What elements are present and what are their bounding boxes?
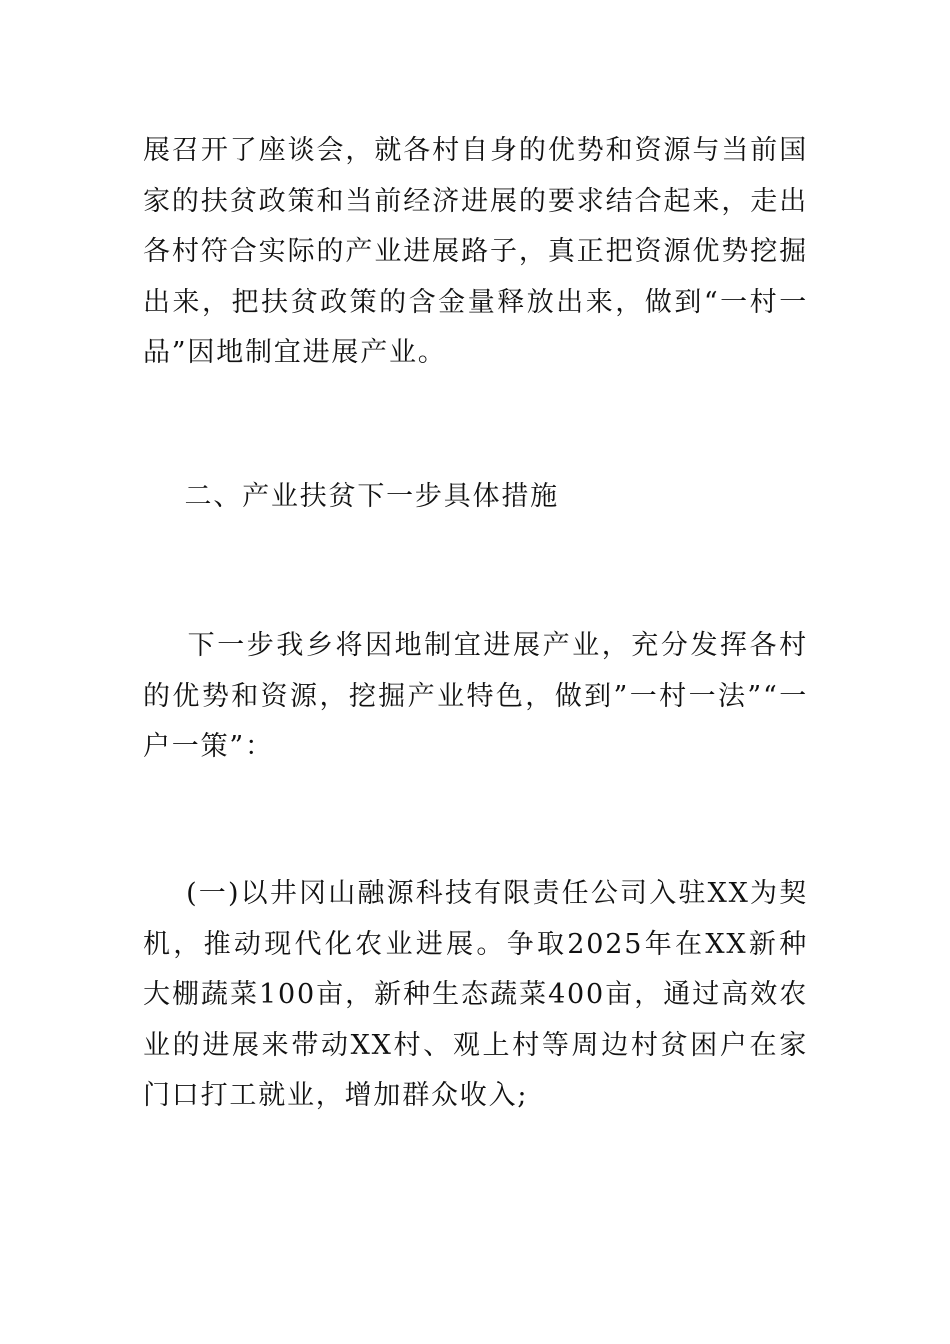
paragraph-next-steps: 下一步我乡将因地制宜进展产业，充分发挥各村的优势和资源，挖掘产业特色，做到”一村一法”“一户一策”： [143, 630, 808, 762]
paragraph-measure-one: (一)以井冈山融源科技有限责任公司入驻XX为契机，推动现代化农业进展。争取2025年在XX新种大棚蔬菜100亩，新种生态蔬菜400亩，通过高效农业的进展来带动XX村、观上村等周边村贫困户在家门口打工就业，增加群众收入; [143, 878, 808, 1111]
paragraph-continuation: 展召开了座谈会，就各村自身的优势和资源与当前国家的扶贫政策和当前经济进展的要求结合起来，走出各村符合实际的产业进展路子，真正把资源优势挖掘出来，把扶贫政策的含金量释放出来，做到“一村一品”因地制宜进展产业。 [143, 135, 808, 368]
section-heading: 二、产业扶贫下一步具体措施 [143, 481, 559, 512]
